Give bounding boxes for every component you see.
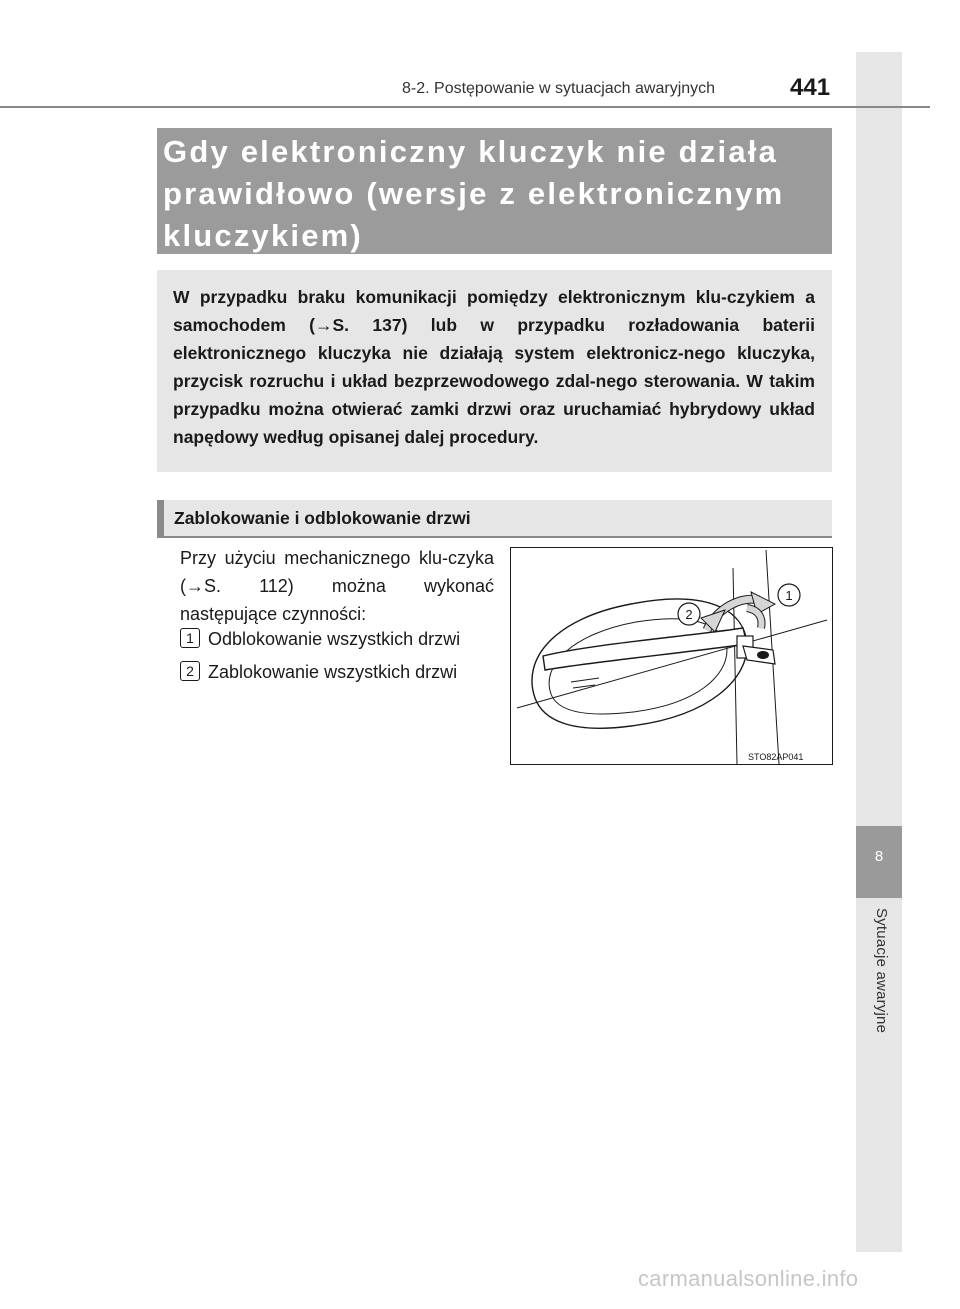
door-handle-illustration (511, 548, 834, 766)
page-number: 441 (790, 74, 831, 101)
callout-1-label: 1 (785, 588, 793, 603)
intro-text: W przypadku braku komunikacji pomiędzy elektronicznym klu-czykiem a samochodem (→S. 137) lub w przypadku rozładowania baterii elektronicznego kluczyka nie działają system elektronicz-nego kluczyka, przycisk rozruchu i układ bezprzewodowego zdal-nego sterowania. W takim przypadku można otwierać zamki drzwi oraz uruchamiać hybrydowy układ napędowy według opisanej dalej procedury. (173, 287, 815, 447)
figure-code: STO82AP041 (748, 752, 804, 762)
step-number: 1 (180, 628, 200, 648)
step-number: 2 (180, 661, 200, 681)
step-text: Odblokowanie wszystkich drzwi (208, 629, 461, 649)
header-rule (0, 106, 930, 108)
step-item (180, 628, 460, 650)
page-title: Gdy elektroniczny kluczyk nie działa prawidłowo (wersje z elektronicznym kluczykiem) (163, 134, 785, 253)
chapter-label: Sytuacje awaryjne (873, 908, 890, 1034)
section-body: Przy użyciu mechanicznego klu-czyka (→S. 112) można wykonać następujące czynności: (180, 548, 494, 624)
door-handle-figure (510, 547, 833, 765)
section-heading: Zablokowanie i odblokowanie drzwi (174, 508, 471, 528)
section-rule (157, 536, 832, 538)
chapter-number: 8 (874, 848, 884, 865)
running-header: 8-2. Postępowanie w sytuacjach awaryjnych (402, 80, 716, 97)
watermark[interactable]: carmanualsonline.info (638, 1266, 859, 1291)
step-text: Zablokowanie wszystkich drzwi (208, 662, 458, 682)
step-item (180, 661, 457, 683)
side-tab (856, 52, 902, 1252)
callout-2-label: 2 (685, 607, 693, 622)
